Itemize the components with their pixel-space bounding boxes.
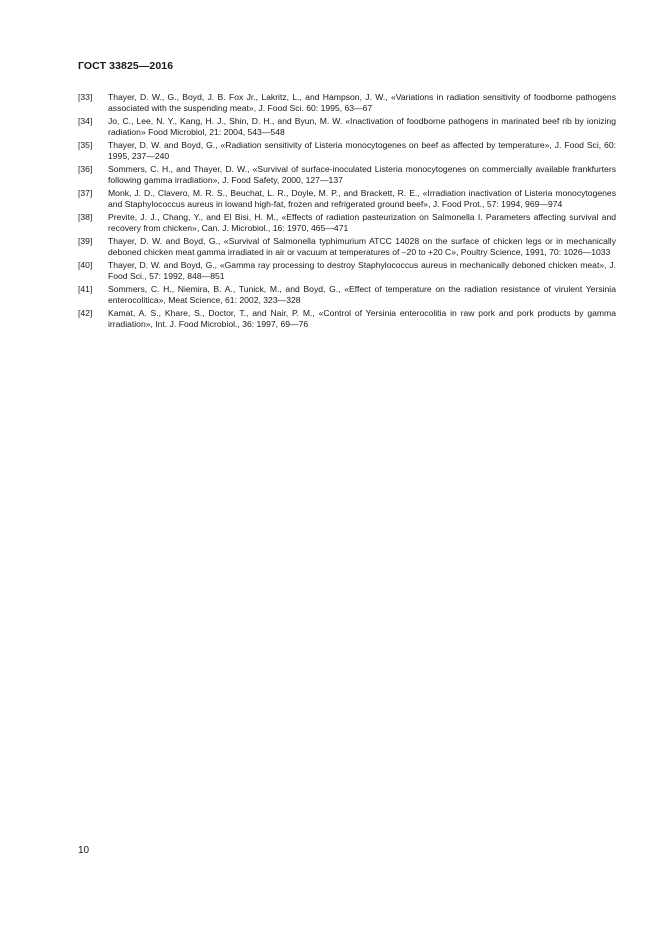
reference-text: Previte, J. J., Chang, Y., and El Bisi, H. M., «Effects of radiation pasteurization on Salmonella I. Parameters affecting survival and recovery from chicken», Can. J. Microbiol., 16: 1970, 465—471 bbox=[108, 212, 616, 233]
reference-item bbox=[78, 164, 616, 185]
reference-text: Thayer, D. W. and Boyd, G., «Radiation sensitivity of Listeria monocytogenes on beef as affected by temperature», J. Food Sci, 60: 1995, 237—240 bbox=[108, 140, 616, 161]
reference-number: [33] bbox=[78, 92, 93, 102]
reference-list bbox=[78, 92, 616, 332]
reference-item bbox=[78, 236, 616, 257]
reference-item bbox=[78, 92, 616, 113]
reference-item bbox=[78, 116, 616, 137]
reference-item bbox=[78, 140, 616, 161]
reference-number: [37] bbox=[78, 188, 93, 198]
reference-number: [39] bbox=[78, 236, 93, 246]
reference-number: [34] bbox=[78, 116, 93, 126]
reference-number: [38] bbox=[78, 212, 93, 222]
reference-text: Sommers, C. H., Niemira, B. A., Tunick, M., and Boyd, G., «Effect of temperature on the radiation resistance of virulent Yersinia enterocolitica», Meat Science, 61: 2002, 323—328 bbox=[108, 284, 616, 305]
page-header: ГОСТ 33825—2016 bbox=[78, 60, 174, 72]
reference-text: Monk, J. D., Clavero, M. R. S., Beuchat, L. R., Doyle, M. P., and Brackett, R. E., «Irradiation inactivation of Listeria monocytogenes and Staphylococcus aureus in lowand high-fat, frozen and refrigerated ground beef», J. Food Prot., 57: 1994, 969—974 bbox=[108, 188, 616, 209]
reference-item bbox=[78, 188, 616, 209]
page-number: 10 bbox=[78, 845, 90, 856]
reference-number: [41] bbox=[78, 284, 93, 294]
reference-number: [36] bbox=[78, 164, 93, 174]
reference-item bbox=[78, 260, 616, 281]
reference-text: Thayer, D. W. and Boyd, G., «Survival of Salmonella typhimurium ATCC 14028 on the surface of chicken legs or in mechanically deboned chicken meat gamma irradiated in air or vacuum at temperatures of –20 to +20 C», Poultry Science, 1991, 70: 1026—1033 bbox=[108, 236, 616, 257]
reference-text: Sommers, C. H., and Thayer, D. W., «Survival of surface-inoculated Listeria monocytogenes on commercially available frankfurters following gamma irradiation», J. Food Safety, 2000, 127—137 bbox=[108, 164, 616, 185]
reference-text: Thayer, D. W. and Boyd, G., «Gamma ray processing to destroy Staphylococcus aureus in mechanically deboned chicken meat», J. Food Sci., 57: 1992, 848—851 bbox=[108, 260, 616, 281]
reference-item bbox=[78, 284, 616, 305]
reference-number: [35] bbox=[78, 140, 93, 150]
reference-text: Kamat, A. S., Khare, S., Doctor, T., and Nair, P. M., «Control of Yersinia enterocolitia in raw pork and pork products by gamma irradiation», Int. J. Food Microbiol., 36: 1997, 69—76 bbox=[108, 308, 616, 329]
reference-number: [40] bbox=[78, 260, 93, 270]
reference-number: [42] bbox=[78, 308, 93, 318]
reference-text: Jo, C., Lee, N. Y., Kang, H. J., Shin, D. H., and Byun, M. W. «Inactivation of foodborne pathogens in marinated beef rib by ionizing radiation» Food Microbiol, 21: 2004, 543—548 bbox=[108, 116, 616, 137]
reference-item bbox=[78, 212, 616, 233]
reference-text: Thayer, D. W., G., Boyd, J. B. Fox Jr., Lakritz, L., and Hampson, J. W., «Variations in radiation sensitivity of foodborne pathogens associated with the suspending meat», J. Food Sci. 60: 1995, 63—67 bbox=[108, 92, 616, 113]
reference-item bbox=[78, 308, 616, 329]
